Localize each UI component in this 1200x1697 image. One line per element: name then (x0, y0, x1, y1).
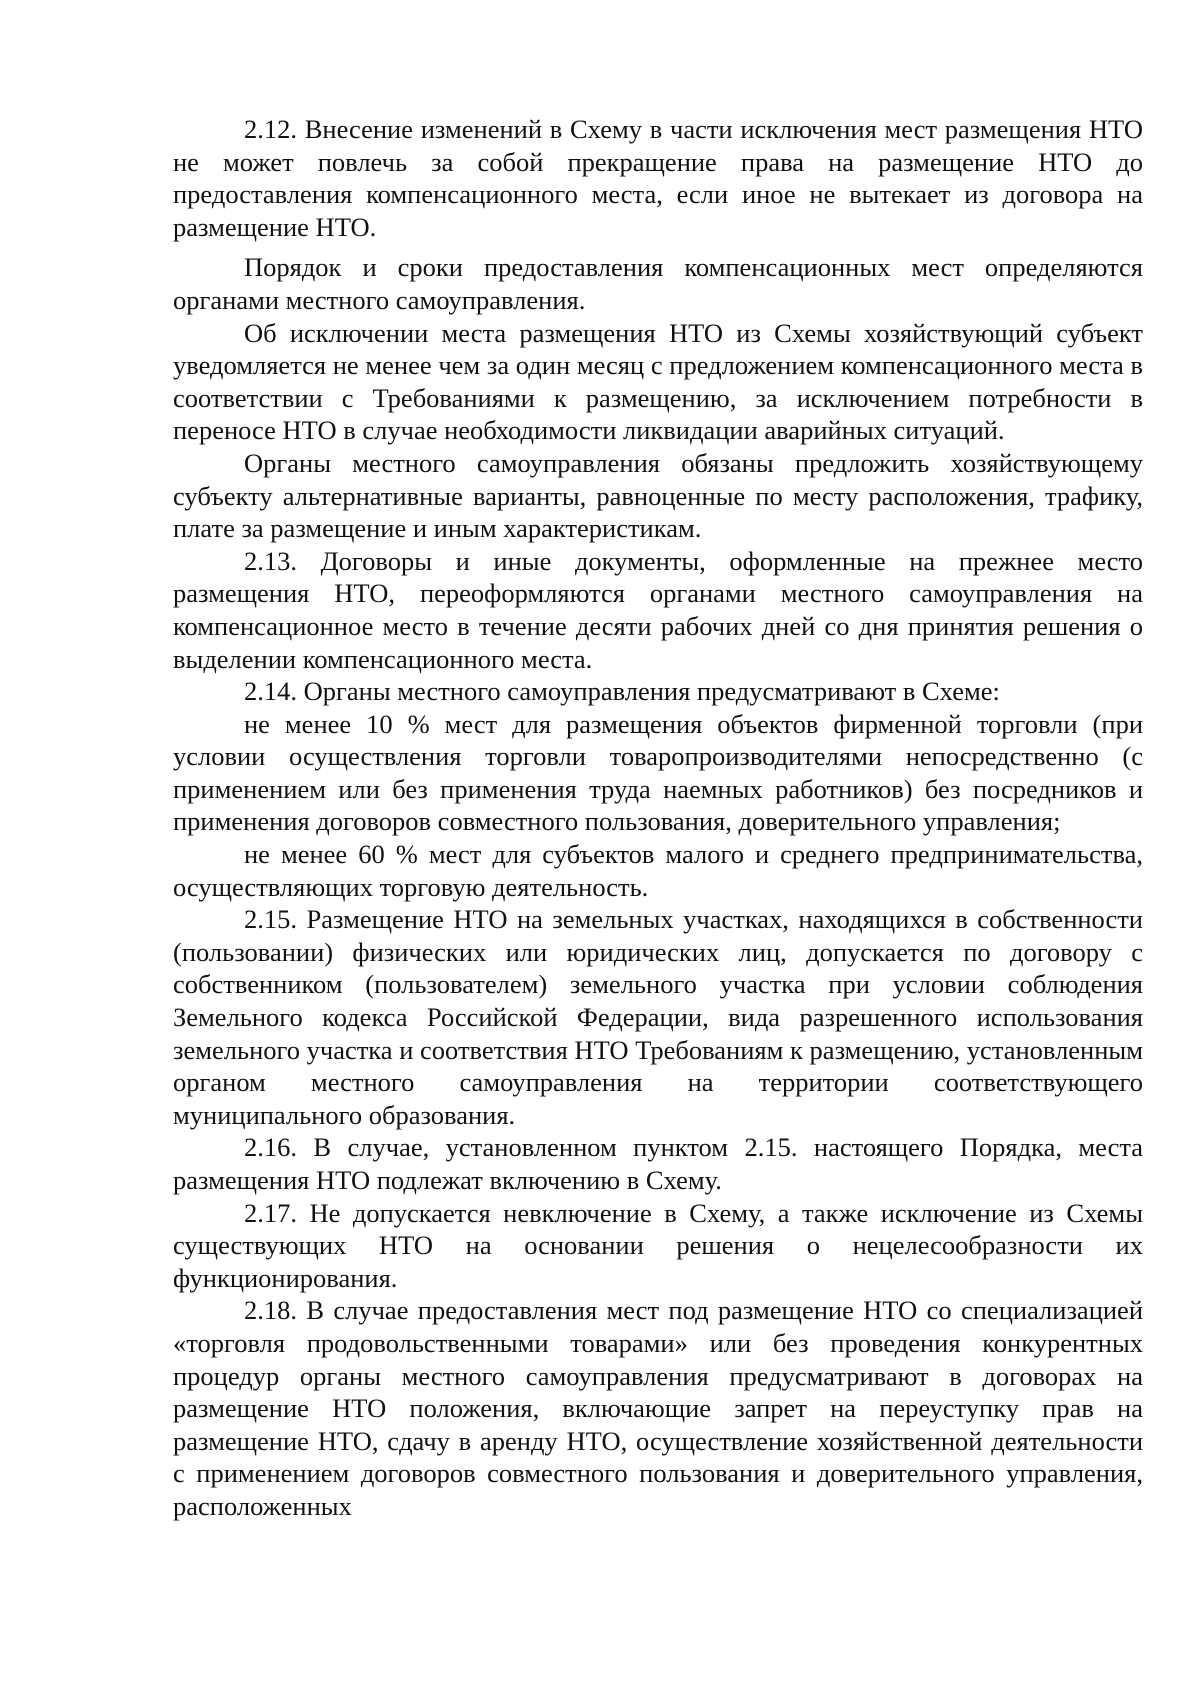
document-body (173, 113, 1143, 1523)
paragraph-exclusion-notice: Об исключении места размещения НТО из Схемы хозяйствующий субъект уведомляется не менее чем за один месяц с предложением компенсационного места в соответствии с Требованиями к размещению, за исключением потребности в переносе НТО в случае необходимости ликвидации аварийных ситуаций. (173, 317, 1143, 446)
paragraph-brand-trade-quota: не менее 10 % мест для размещения объектов фирменной торговли (при условии осуществления торговли товаропроизводителями непосредственно (с применением или без применения труда наемных работников) без посредников и применения договоров совместного пользования, доверительного управления; (173, 708, 1143, 837)
paragraph-small-business-quota: не менее 60 % мест для субъектов малого и среднего предпринимательства, осуществляющих торговую деятельность. (173, 839, 1143, 902)
paragraph-2-16: 2.16. В случае, установленном пунктом 2.15. настоящего Порядка, места размещения НТО подлежат включению в Схему. (173, 1132, 1143, 1195)
paragraph-alternative-options: Органы местного самоуправления обязаны предложить хозяйствующему субъекту альтернативные варианты, равноценные по месту расположения, трафику, плате за размещение и иным характеристикам. (173, 447, 1143, 544)
paragraph-compensation-order: Порядок и сроки предоставления компенсационных мест определяются органами местного самоуправления. (173, 252, 1143, 315)
paragraph-2-15: 2.15. Размещение НТО на земельных участках, находящихся в собственности (пользовании) физических или юридических лиц, допускается по договору с собственником (пользователем) земельного участка при условии соблюдения Земельного кодекса Российской Федерации, вида разрешенного использования земельного участка и соответствия НТО Требованиям к размещению, установленным органом местного самоуправления на территории соответствующего муниципального образования. (173, 904, 1143, 1130)
paragraph-2-14: 2.14. Органы местного самоуправления предусматривают в Схеме: (244, 676, 1000, 707)
paragraph-2-18: 2.18. В случае предоставления мест под размещение НТО со специализацией «торговля продовольственными товарами» или без проведения конкурентных процедур органы местного самоуправления предусматривают в договорах на размещение НТО положения, включающие запрет на переуступку прав на размещение НТО, сдачу в аренду НТО, осуществление хозяйственной деятельности с применением договоров совместного пользования и доверительного управления, расположенных (173, 1295, 1143, 1521)
paragraph-2-17: 2.17. Не допускается невключение в Схему, а также исключение из Схемы существующих НТО на основании решения о нецелесообразности их функционирования. (173, 1197, 1143, 1293)
paragraph-2-13: 2.13. Договоры и иные документы, оформленные на прежнее место размещения НТО, переоформляются органами местного самоуправления на компенсационное место в течение десяти рабочих дней со дня принятия решения о выделении компенсационного места. (173, 545, 1143, 674)
paragraph-2-12: 2.12. Внесение изменений в Схему в части исключения мест размещения НТО не может повлечь за собой прекращение права на размещение НТО до предоставления компенсационного места, если иное не вытекает из договора на размещение НТО. (173, 114, 1143, 242)
